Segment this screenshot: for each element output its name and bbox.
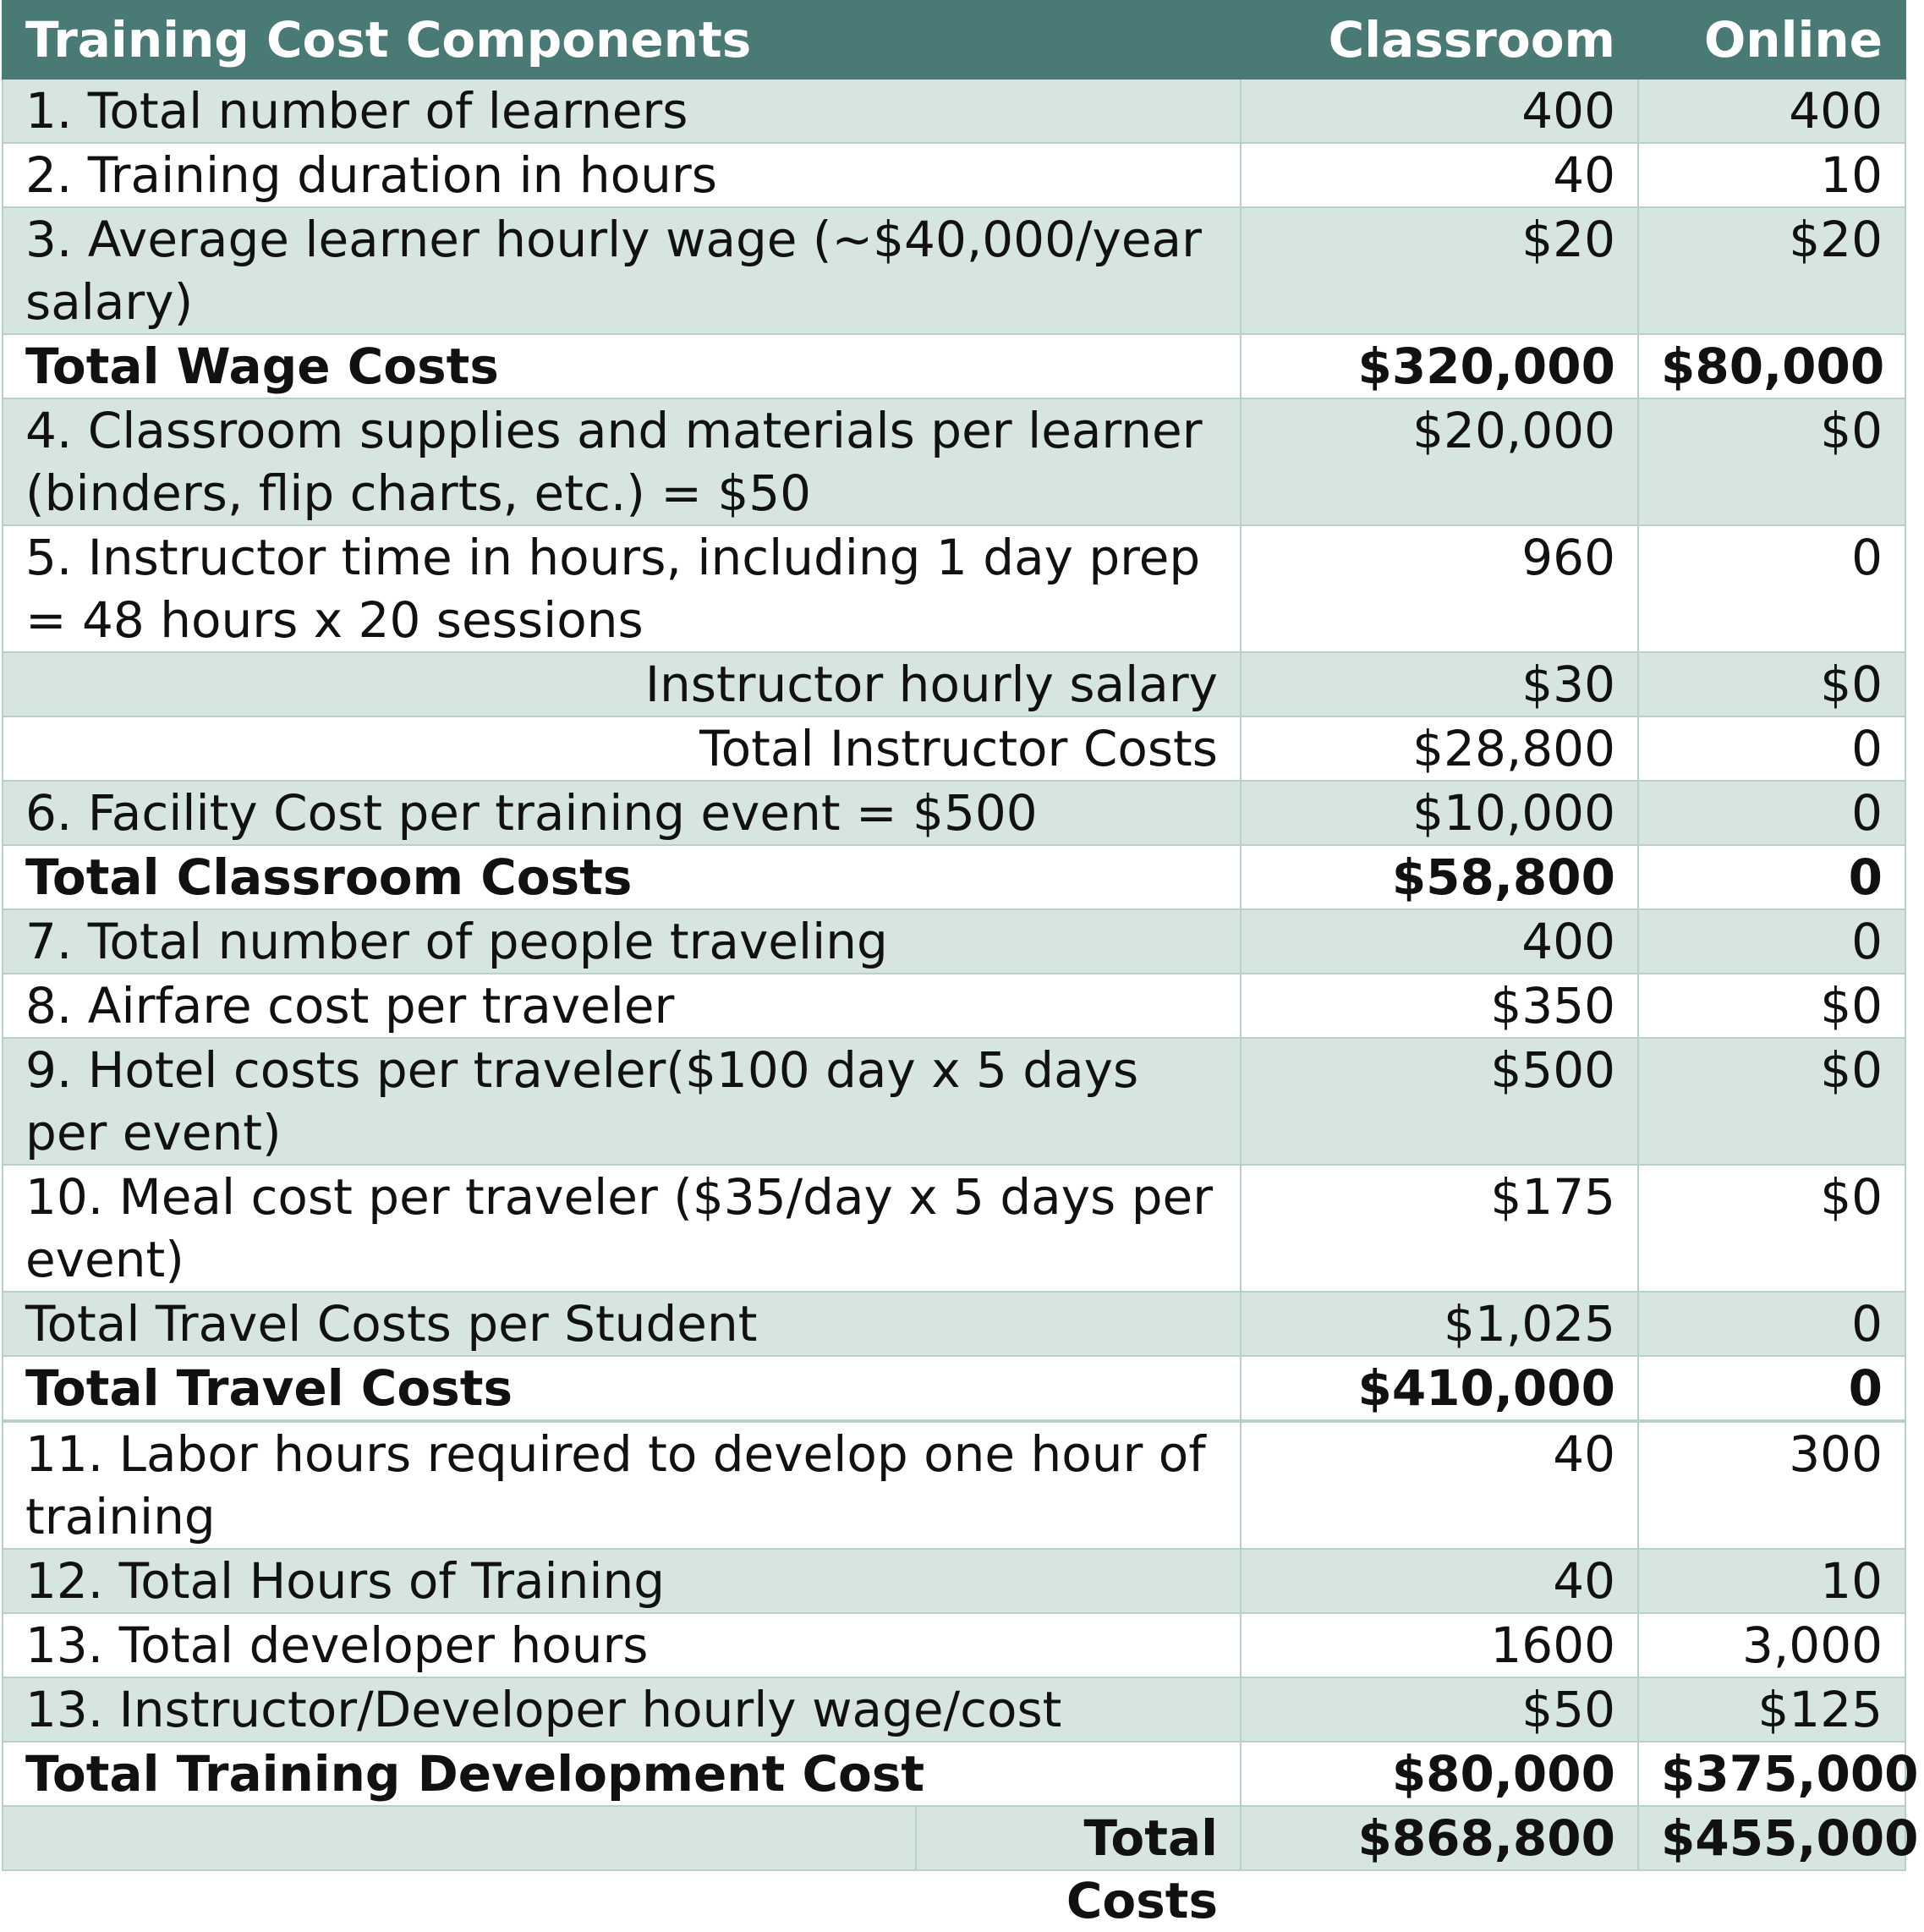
row-label: Total Travel Costs per Student — [3, 1292, 1241, 1356]
table-row — [3, 1292, 1905, 1356]
table-row — [3, 334, 1905, 398]
online-value: 0 — [1638, 525, 1905, 652]
total-empty-cell — [3, 1807, 917, 1869]
row-label: Total Instructor Costs — [3, 716, 1241, 781]
online-value: 0 — [1638, 716, 1905, 781]
row-label: 6. Facility Cost per training event = $500 — [3, 781, 1241, 845]
row-label: 10. Meal cost per traveler ($35/day x 5 days per event) — [3, 1165, 1241, 1292]
classroom-value: $1,025 — [1241, 1292, 1638, 1356]
table-row — [3, 1356, 1905, 1421]
classroom-value: $320,000 — [1241, 334, 1638, 398]
table-row — [3, 974, 1905, 1038]
online-value: 400 — [1638, 79, 1905, 143]
online-value: $0 — [1638, 398, 1905, 525]
classroom-value: $20 — [1241, 207, 1638, 334]
table-row — [3, 1613, 1905, 1677]
table-row — [3, 909, 1905, 974]
classroom-value: $350 — [1241, 974, 1638, 1038]
row-label: Total Training Development Cost — [3, 1742, 1241, 1806]
row-label: 9. Hotel costs per traveler($100 day x 5 days per event) — [3, 1038, 1241, 1165]
table-row — [3, 1421, 1905, 1549]
table-row — [3, 79, 1905, 143]
classroom-value: $20,000 — [1241, 398, 1638, 525]
table-row — [3, 1038, 1905, 1165]
online-value: 3,000 — [1638, 1613, 1905, 1677]
row-label: 13. Instructor/Developer hourly wage/cost — [3, 1677, 1241, 1742]
row-label: 3. Average learner hourly wage (~$40,000/year salary) — [3, 207, 1241, 334]
total-online-value: $455,000 — [1638, 1806, 1905, 1870]
row-label: 7. Total number of people traveling — [3, 909, 1241, 974]
classroom-value: 40 — [1241, 1549, 1638, 1613]
table-row — [3, 143, 1905, 207]
online-value: $0 — [1638, 1165, 1905, 1292]
row-label: 4. Classroom supplies and materials per learner (binders, flip charts, etc.) = $50 — [3, 398, 1241, 525]
online-value: $80,000 — [1638, 334, 1905, 398]
classroom-value: $28,800 — [1241, 716, 1638, 781]
classroom-value: $500 — [1241, 1038, 1638, 1165]
table-row — [3, 1677, 1905, 1742]
training-cost-table — [2, 0, 1919, 1929]
classroom-value: 1600 — [1241, 1613, 1638, 1677]
row-label: 8. Airfare cost per traveler — [3, 974, 1241, 1038]
online-value: 10 — [1638, 1549, 1905, 1613]
row-label: 1. Total number of learners — [3, 79, 1241, 143]
classroom-value: $58,800 — [1241, 845, 1638, 909]
online-value: 0 — [1638, 909, 1905, 974]
row-label: 13. Total developer hours — [3, 1613, 1241, 1677]
online-value: 0 — [1638, 845, 1905, 909]
row-label: 12. Total Hours of Training — [3, 1549, 1241, 1613]
table-row — [3, 525, 1905, 652]
table-row — [3, 716, 1905, 781]
classroom-value: $175 — [1241, 1165, 1638, 1292]
online-value: 0 — [1638, 1292, 1905, 1356]
classroom-value: 40 — [1241, 1421, 1638, 1549]
classroom-value: 400 — [1241, 79, 1638, 143]
table-row — [3, 845, 1905, 909]
online-value: $0 — [1638, 974, 1905, 1038]
row-label: 2. Training duration in hours — [3, 143, 1241, 207]
table-body — [3, 79, 1919, 1929]
online-value: $375,000 — [1638, 1742, 1905, 1806]
online-value: 0 — [1638, 1356, 1905, 1421]
header-components: Training Cost Components — [3, 1, 1241, 79]
table-row — [3, 207, 1905, 334]
online-value: $0 — [1638, 652, 1905, 716]
row-label: Total Travel Costs — [3, 1356, 1241, 1421]
total-costs-label: Total Costs — [1066, 1809, 1218, 1929]
header-row — [3, 1, 1905, 79]
classroom-value: $10,000 — [1241, 781, 1638, 845]
table-row — [3, 1165, 1905, 1292]
table-row — [3, 1549, 1905, 1613]
header-classroom: Classroom — [1241, 1, 1638, 79]
classroom-value: $80,000 — [1241, 1742, 1638, 1806]
online-value: $0 — [1638, 1038, 1905, 1165]
online-value: $125 — [1638, 1677, 1905, 1742]
total-label-cell — [3, 1806, 1241, 1929]
classroom-value: 40 — [1241, 143, 1638, 207]
row-label: Instructor hourly salary — [3, 652, 1241, 716]
online-value: $20 — [1638, 207, 1905, 334]
online-value: 0 — [1638, 781, 1905, 845]
table-row — [3, 398, 1905, 525]
online-value: 300 — [1638, 1421, 1905, 1549]
table-row — [3, 1742, 1905, 1806]
table-row — [3, 652, 1905, 716]
classroom-value: 400 — [1241, 909, 1638, 974]
online-value: 10 — [1638, 143, 1905, 207]
classroom-value: $410,000 — [1241, 1356, 1638, 1421]
header-online: Online — [1638, 1, 1905, 79]
table-row — [3, 781, 1905, 845]
total-costs-row — [3, 1806, 1905, 1870]
classroom-value: $30 — [1241, 652, 1638, 716]
classroom-value: $50 — [1241, 1677, 1638, 1742]
row-label: Total Wage Costs — [3, 334, 1241, 398]
row-label: 5. Instructor time in hours, including 1 day prep = 48 hours x 20 sessions — [3, 525, 1241, 652]
row-label: Total Classroom Costs — [3, 845, 1241, 909]
row-label: 11. Labor hours required to develop one hour of training — [3, 1421, 1241, 1549]
total-classroom-value: $868,800 — [1241, 1806, 1638, 1870]
classroom-value: 960 — [1241, 525, 1638, 652]
